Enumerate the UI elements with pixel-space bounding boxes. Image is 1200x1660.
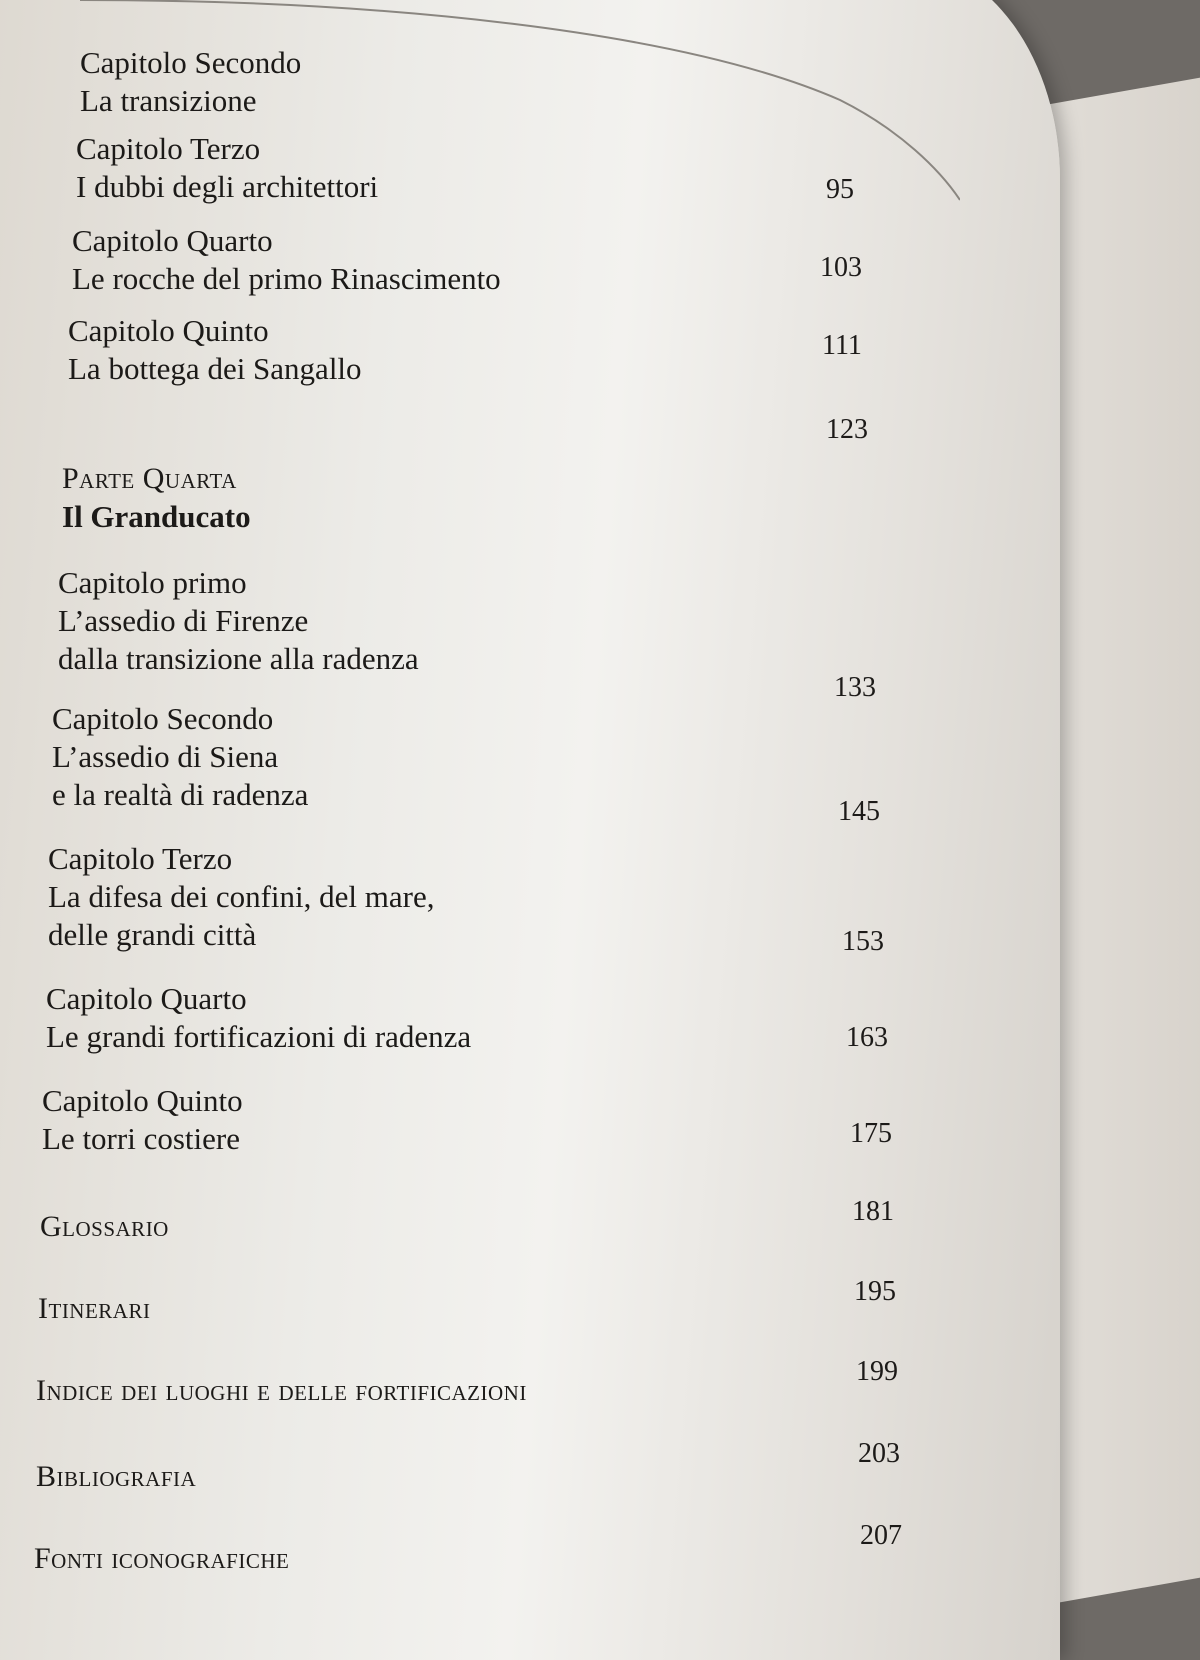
toc-section [36, 1372, 527, 1410]
page-number: 203 [858, 1438, 900, 1469]
page-number: 195 [854, 1276, 896, 1307]
section-title: Glossario [40, 1210, 169, 1243]
toc-entry [52, 700, 308, 814]
chapter-title: dalla transizione alla radenza [58, 641, 419, 676]
toc-section [34, 1540, 289, 1578]
chapter-title: L’assedio di Siena [52, 739, 279, 774]
page-number: 207 [860, 1520, 902, 1551]
page-number: 133 [834, 672, 876, 703]
page-number: 175 [850, 1118, 892, 1149]
toc-entry [76, 130, 378, 206]
page-number: 111 [822, 330, 862, 361]
chapter-title: delle grandi città [48, 917, 257, 952]
toc-entry [42, 1082, 243, 1158]
toc-entry [58, 564, 419, 678]
page-number: 153 [842, 926, 884, 957]
chapter-label: Capitolo Quarto [46, 981, 247, 1016]
page-number: 181 [852, 1196, 894, 1227]
page-number: 95 [826, 174, 854, 205]
section-title: Bibliografia [36, 1460, 197, 1493]
chapter-title: Le torri costiere [42, 1121, 240, 1156]
chapter-label: Capitolo Quarto [72, 223, 273, 258]
chapter-label: Capitolo Secondo [52, 701, 274, 736]
page-number: 123 [826, 414, 868, 445]
page-number: 103 [820, 252, 862, 283]
chapter-label: Capitolo Quinto [68, 313, 269, 348]
toc-section [38, 1290, 150, 1328]
chapter-label: Capitolo Secondo [80, 45, 302, 80]
chapter-title: La bottega dei Sangallo [68, 351, 362, 386]
chapter-title: I dubbi degli architettori [76, 169, 379, 204]
toc-section [36, 1458, 196, 1496]
chapter-title: L’assedio di Firenze [58, 603, 309, 638]
chapter-title: La difesa dei confini, del mare, [48, 879, 435, 914]
chapter-label: Capitolo Quinto [42, 1083, 243, 1118]
toc-entry [80, 44, 301, 120]
chapter-title: Le grandi fortificazioni di radenza [46, 1019, 472, 1054]
chapter-label: Capitolo Terzo [48, 841, 233, 876]
toc-entry [48, 840, 434, 954]
chapter-title: Le rocche del primo Rinascimento [72, 261, 501, 296]
section-title: Itinerari [38, 1292, 151, 1325]
page-number: 199 [856, 1356, 898, 1387]
page-number: 163 [846, 1022, 888, 1053]
toc-entry [72, 222, 501, 298]
part-title: Il Granducato [62, 499, 251, 534]
section-title: Fonti iconografiche [34, 1542, 290, 1575]
chapter-label: Capitolo primo [58, 565, 247, 600]
toc-entry [68, 312, 362, 388]
chapter-title: e la realtà di radenza [52, 777, 309, 812]
chapter-title: La transizione [80, 83, 257, 118]
toc-entry [46, 980, 471, 1056]
chapter-label: Capitolo Terzo [76, 131, 261, 166]
page-number: 145 [838, 796, 880, 827]
part-heading [62, 460, 251, 536]
toc-section [40, 1208, 169, 1246]
part-label: Parte Quarta [62, 462, 237, 495]
section-title: Indice dei luoghi e delle fortificazioni [36, 1374, 527, 1407]
